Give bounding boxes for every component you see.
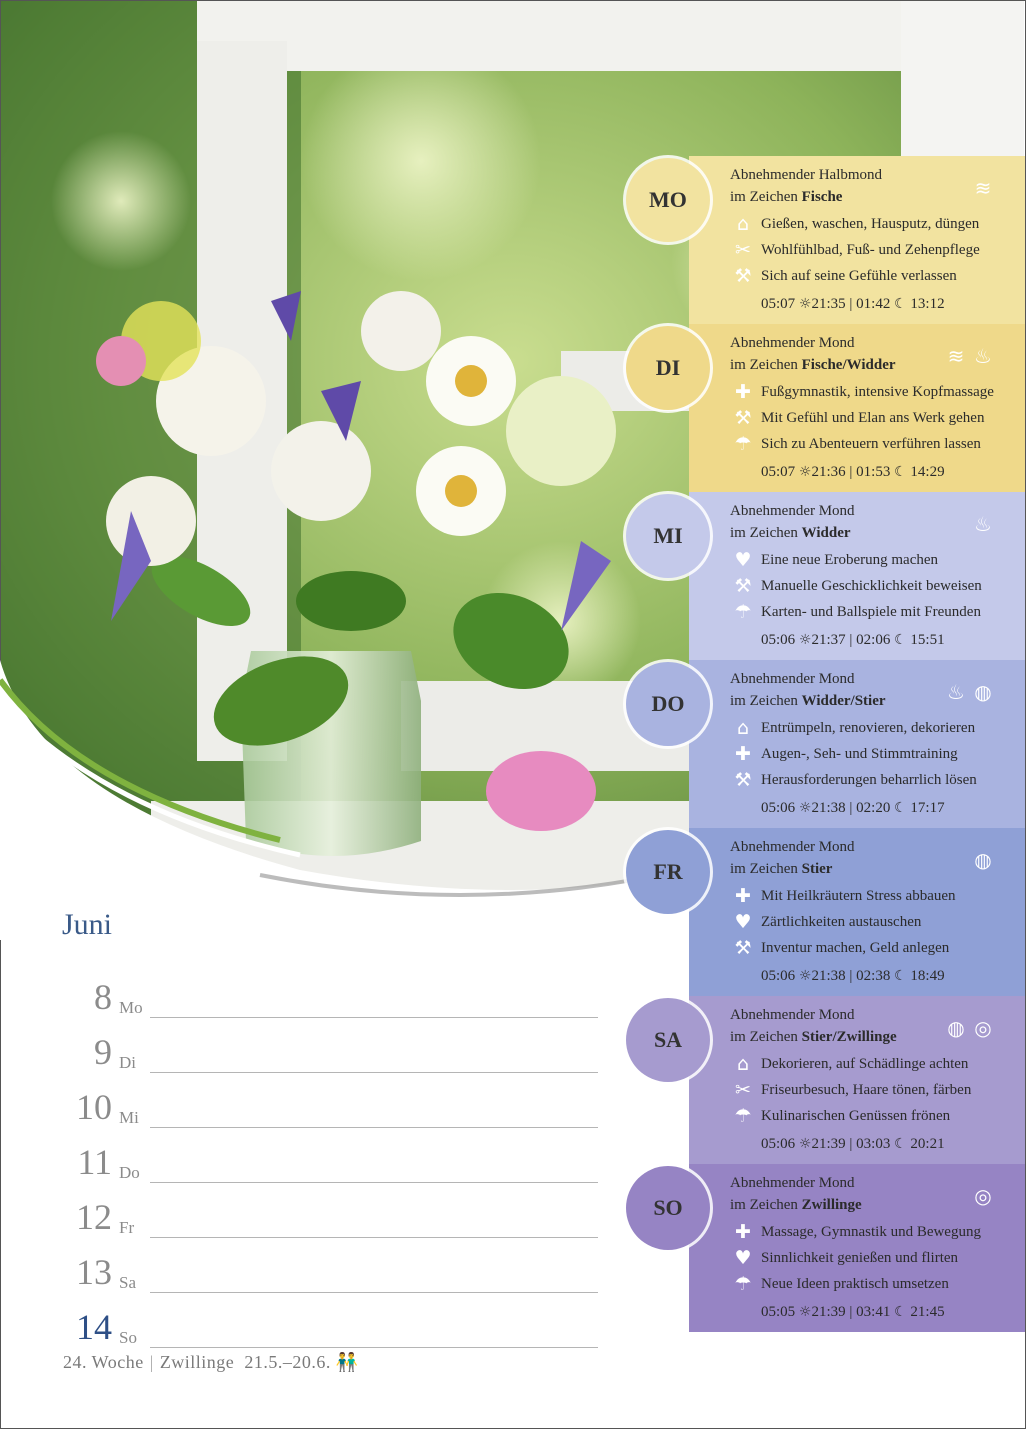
note-line [150,1292,598,1293]
weekday-badge: MO [626,158,710,242]
activity-item [730,1104,950,1128]
activity-text: Fußgymnastik, intensive Kopfmassage [761,383,994,400]
zodiac-sign-name: Zwillinge [159,1352,235,1372]
moon-phase: Abnehmender Mond [730,1007,855,1023]
date-number: 14 [76,1307,112,1347]
activity-text: Kulinarischen Genüssen frönen [761,1107,951,1124]
sun-icon: ☼ [798,968,812,984]
weekday-abbr: Mo [119,998,143,1017]
activity-text: Neue Ideen praktisch umsetzen [761,1275,949,1292]
sun-icon: ☼ [798,1304,812,1320]
weekday-abbr: Mi [119,1108,139,1127]
activity-text: Mit Heilkräutern Stress abbauen [761,887,956,904]
sun-moon-times: 05:06 ☼21:38 | 02:20 ☾ 17:17 [761,800,945,816]
zodiac-line: im Zeichen Widder/Stier [730,693,886,709]
moon-phase: Abnehmender Mond [730,335,855,351]
sun-icon: ☼ [798,632,812,648]
twins-icon: 👬 [335,1352,359,1373]
moon-icon: ☾ [894,296,907,312]
note-line [150,1182,598,1183]
activity-text: Mit Gefühl und Elan ans Werk gehen [761,409,985,426]
day-block [689,828,1025,996]
zodiac-element-icons [944,344,995,370]
fire-icon: ♨ [974,345,992,368]
moon-icon: ☾ [894,968,907,984]
weekday-badge: SO [626,1166,710,1250]
zodiac-line: im Zeichen Stier [730,861,833,877]
heart-icon: ♥ [734,911,752,933]
date-row[interactable] [60,1135,600,1187]
moon-icon: ☾ [894,464,907,480]
health-cross-icon: ✚ [735,381,751,403]
activity-text: Manuelle Geschicklichkeit beweisen [761,577,982,594]
swoosh-decoration [0,640,700,940]
sun-moon-times: 05:06 ☼21:38 | 02:38 ☾ 18:49 [761,968,945,984]
activity-text: Massage, Gymnastik und Bewegung [761,1223,981,1240]
note-line [150,1237,598,1238]
sun-moon-times: 05:05 ☼21:39 | 03:41 ☾ 21:45 [761,1304,945,1320]
moon-icon: ☾ [894,800,907,816]
activity-text: Karten- und Ballspiele mit Freunden [761,603,981,620]
house-icon: ⌂ [736,717,750,739]
activity-item [730,1272,949,1296]
air-icon: ◎ [974,1017,992,1040]
water-icon: ≋ [947,345,965,368]
zodiac-element-icons [971,512,995,538]
week-number: 24. Woche [63,1352,144,1372]
heart-icon: ♥ [734,549,752,571]
umbrella-icon: ☂ [734,601,752,623]
activity-item [730,264,957,288]
moon-phase: Abnehmender Mond [730,839,855,855]
sun-moon-times: 05:06 ☼21:37 | 02:06 ☾ 15:51 [761,632,945,648]
date-number: 11 [77,1142,112,1182]
activity-item [730,884,956,908]
activity-item [730,600,981,624]
sun-icon: ☼ [798,464,812,480]
fire-icon: ♨ [974,513,992,536]
zodiac-line: im Zeichen Fische/Widder [730,357,896,373]
date-row[interactable] [60,1190,600,1242]
tools-icon: ⚒ [734,769,752,791]
zodiac-date-range: 21.5.–20.6. [244,1352,331,1372]
month-title: Juni [62,908,113,941]
earth-icon: ◍ [974,681,992,704]
water-icon: ≋ [974,177,992,200]
tools-icon: ⚒ [734,937,752,959]
moon-phase: Abnehmender Mond [730,503,855,519]
note-line [150,1347,598,1348]
date-row[interactable] [60,1300,600,1352]
note-line [150,1017,598,1018]
moon-icon: ☾ [894,632,907,648]
zodiac-element-icons [971,1184,995,1210]
moon-phase: Abnehmender Mond [730,671,855,687]
activity-item [730,768,977,792]
activity-text: Inventur machen, Geld anlegen [761,939,950,956]
weekday-badge: SA [626,998,710,1082]
activity-text: Sich zu Abenteuern verführen lassen [761,435,981,452]
activity-item [730,1246,958,1270]
activity-text: Augen-, Seh- und Stimmtraining [761,745,958,762]
day-block [689,996,1025,1164]
activity-text: Eine neue Eroberung machen [761,551,939,568]
activity-text: Zärtlichkeiten austauschen [761,913,922,930]
moon-icon: ☾ [894,1304,907,1320]
day-block [689,660,1025,828]
zodiac-element-icons [944,680,995,706]
activity-text: Sich auf seine Gefühle verlassen [761,267,957,284]
weekday-badge: FR [626,830,710,914]
zodiac-line: im Zeichen Stier/Zwillinge [730,1029,897,1045]
zodiac-line: im Zeichen Fische [730,189,843,205]
date-number: 12 [76,1197,112,1237]
moon-phase: Abnehmender Mond [730,1175,855,1191]
activity-item [730,432,981,456]
sun-icon: ☼ [798,296,812,312]
scissors-icon: ✂ [735,1079,751,1101]
activity-item [730,1052,968,1076]
sun-icon: ☼ [798,1136,812,1152]
activity-text: Gießen, waschen, Hausputz, düngen [761,215,980,232]
tools-icon: ⚒ [734,575,752,597]
activity-item [730,936,949,960]
footer: 24. Woche | Zwillinge 21.5.–20.6. 👬 [63,1352,359,1373]
earth-icon: ◍ [947,1017,965,1040]
health-cross-icon: ✚ [735,1221,751,1243]
week-days-panel [689,156,1025,1332]
activity-text: Herausforderungen beharrlich lösen [761,771,977,788]
activity-item [730,742,958,766]
day-block [689,156,1025,324]
date-number: 13 [76,1252,112,1292]
activity-item [730,1220,981,1244]
weekday-badge: DO [626,662,710,746]
activity-item [730,910,921,934]
zodiac-element-icons [971,848,995,874]
sun-moon-times: 05:07 ☼21:35 | 01:42 ☾ 13:12 [761,296,945,312]
tools-icon: ⚒ [734,265,752,287]
moon-phase: Abnehmender Halbmond [730,167,883,183]
fire-icon: ♨ [947,681,965,704]
weekday-abbr: Fr [119,1218,135,1237]
day-block [689,324,1025,492]
sun-moon-times: 05:06 ☼21:39 | 03:03 ☾ 20:21 [761,1136,945,1152]
weekday-abbr: Sa [119,1273,136,1292]
activity-item [730,574,982,598]
activity-text: Entrümpeln, renovieren, dekorieren [761,719,976,736]
tools-icon: ⚒ [734,407,752,429]
scissors-icon: ✂ [735,239,751,261]
date-row[interactable] [60,1025,600,1077]
health-cross-icon: ✚ [735,885,751,907]
date-row[interactable] [60,970,600,1022]
zodiac-element-icons [944,1016,995,1042]
sun-icon: ☼ [798,800,812,816]
umbrella-icon: ☂ [734,433,752,455]
activity-item [730,406,984,430]
earth-icon: ◍ [974,849,992,872]
weekday-abbr: So [119,1328,137,1347]
house-icon: ⌂ [736,1053,750,1075]
weekday-abbr: Do [119,1163,140,1182]
umbrella-icon: ☂ [734,1105,752,1127]
umbrella-icon: ☂ [734,1273,752,1295]
zodiac-line: im Zeichen Widder [730,525,851,541]
activity-text: Dekorieren, auf Schädlinge achten [761,1055,969,1072]
air-icon: ◎ [974,1185,992,1208]
activity-item [730,548,938,572]
weekday-badge: MI [626,494,710,578]
date-row[interactable] [60,1245,600,1297]
day-block [689,492,1025,660]
moon-icon: ☾ [894,1136,907,1152]
note-line [150,1127,598,1128]
activity-text: Friseurbesuch, Haare tönen, färben [761,1081,972,1098]
date-number: 10 [76,1087,112,1127]
activity-item [730,238,980,262]
house-icon: ⌂ [736,213,750,235]
activity-item [730,1078,971,1102]
weekday-badge: DI [626,326,710,410]
activity-text: Sinnlichkeit genießen und flirten [761,1249,959,1266]
zodiac-element-icons [971,176,995,202]
heart-icon: ♥ [734,1247,752,1269]
weekday-abbr: Di [119,1053,136,1072]
zodiac-line: im Zeichen Zwillinge [730,1197,862,1213]
date-number: 9 [94,1032,112,1072]
date-number: 8 [94,977,112,1017]
health-cross-icon: ✚ [735,743,751,765]
activity-item [730,380,994,404]
sun-moon-times: 05:07 ☼21:36 | 01:53 ☾ 14:29 [761,464,945,480]
activity-item [730,212,979,236]
activity-item [730,716,975,740]
activity-text: Wohlfühlbad, Fuß- und Zehenpflege [761,241,980,258]
note-line [150,1072,598,1073]
date-row[interactable] [60,1080,600,1132]
day-block [689,1164,1025,1332]
